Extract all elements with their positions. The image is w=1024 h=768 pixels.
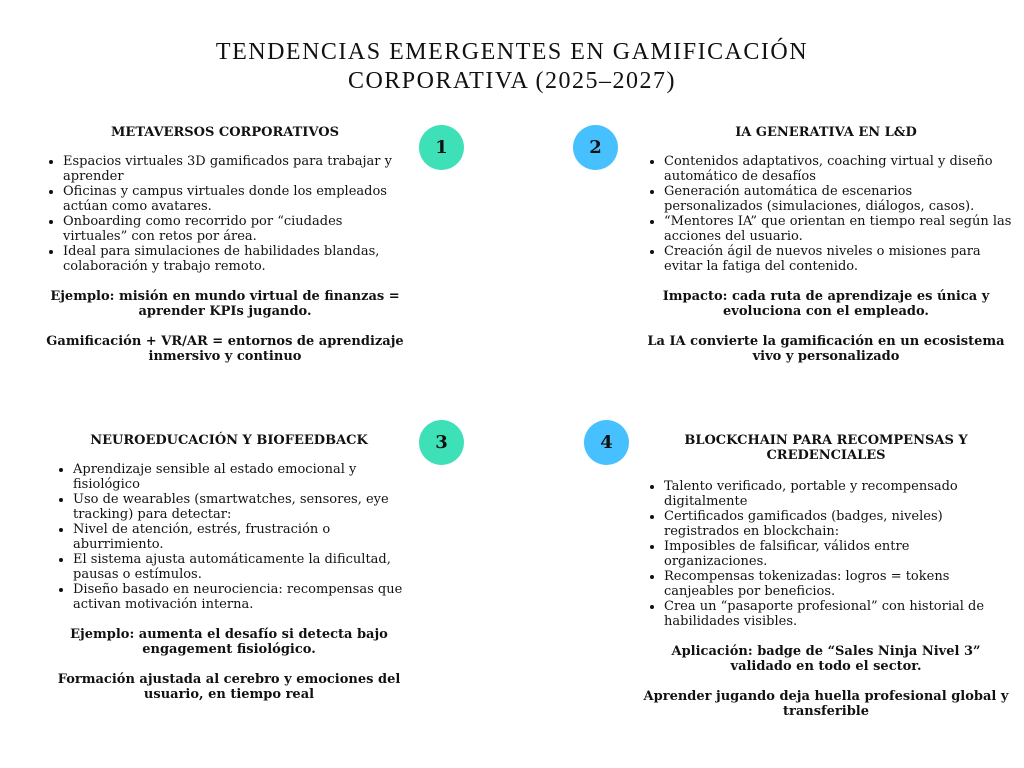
list-item: • Generación automática de escenarios personalizados (simulaciones, diálogos, casos). (664, 184, 1012, 214)
list-item: • El sistema ajusta automáticamente la dificultad, pausas o estímulos. (73, 552, 413, 582)
list-item: • Talento verificado, portable y recompensado digitalmente (664, 479, 1012, 509)
impact-note: Impacto: cada ruta de aprendizaje es única y evoluciona con el empleado. (662, 289, 990, 319)
list-item: • Certificados gamificados (badges, niveles) registrados en blockchain: (664, 509, 1012, 539)
example-note: Ejemplo: misión en mundo virtual de finanzas = aprender KPIs jugando. (50, 289, 400, 319)
section-metaversos (45, 125, 405, 364)
list-item: • Creación ágil de nuevos niveles o misiones para evitar la fatiga del contenido. (664, 244, 1012, 274)
list-item: • Oficinas y campus virtuales donde los empleados actúan como avatares. (63, 184, 405, 214)
number-badge-3: 3 (419, 420, 464, 465)
bullet-list (640, 479, 1012, 629)
application-note: Aplicación: badge de “Sales Ninja Nivel 3” validado en todo el sector. (671, 644, 981, 674)
list-item: • “Mentores IA” que orientan en tiempo real según las acciones del usuario. (664, 214, 1012, 244)
section-heading: NEUROEDUCACIÓN Y BIOFEEDBACK (90, 433, 368, 448)
page-title-line-1: TENDENCIAS EMERGENTES EN GAMIFICACIÓN (215, 39, 809, 66)
section-ia-generativa (640, 125, 1012, 364)
section-heading: IA GENERATIVA EN L&D (735, 125, 917, 140)
bullet-list (45, 154, 405, 274)
list-item: • Imposibles de falsificar, válidos entre organizaciones. (664, 539, 1012, 569)
list-item: • Nivel de atención, estrés, frustración o aburrimiento. (73, 522, 413, 552)
list-item: • Crea un “pasaporte profesional” con historial de habilidades visibles. (664, 599, 1012, 629)
bullet-list (45, 462, 413, 612)
section-blockchain (640, 433, 1012, 719)
list-item: • Uso de wearables (smartwatches, sensores, eye tracking) para detectar: (73, 492, 413, 522)
list-item: • Ideal para simulaciones de habilidades blandas, colaboración y trabajo remoto. (63, 244, 405, 274)
summary-note: Aprender jugando deja huella profesional global y transferible (643, 689, 1009, 719)
number-badge-2: 2 (573, 125, 618, 170)
page-title-line-2: CORPORATIVA (2025–2027) (347, 68, 677, 95)
section-heading: METAVERSOS CORPORATIVOS (111, 125, 339, 140)
list-item: • Espacios virtuales 3D gamificados para trabajar y aprender (63, 154, 405, 184)
list-item: • Contenidos adaptativos, coaching virtual y diseño automático de desafíos (664, 154, 1012, 184)
bullet-list (640, 154, 1012, 274)
list-item: • Onboarding como recorrido por “ciudades virtuales” con retos por área. (63, 214, 405, 244)
summary-note: La IA convierte la gamificación en un ecosistema vivo y personalizado (647, 334, 1005, 364)
section-neuroeducacion (45, 433, 413, 702)
page-title (0, 38, 1024, 96)
list-item: • Aprendizaje sensible al estado emocional y fisiológico (73, 462, 413, 492)
number-badge-1: 1 (419, 125, 464, 170)
summary-note: Formación ajustada al cerebro y emociones del usuario, en tiempo real (57, 672, 401, 702)
list-item: • Recompensas tokenizadas: logros = tokens canjeables por beneficios. (664, 569, 1012, 599)
list-item: • Diseño basado en neurociencia: recompensas que activan motivación interna. (73, 582, 413, 612)
section-heading: BLOCKCHAIN PARA RECOMPENSAS Y CREDENCIALES (684, 433, 968, 463)
number-badge-4: 4 (584, 420, 629, 465)
example-note: Ejemplo: aumenta el desafío si detecta bajo engagement fisiológico. (70, 627, 388, 657)
summary-note: Gamificación + VR/AR = entornos de aprendizaje inmersivo y continuo (46, 334, 404, 364)
